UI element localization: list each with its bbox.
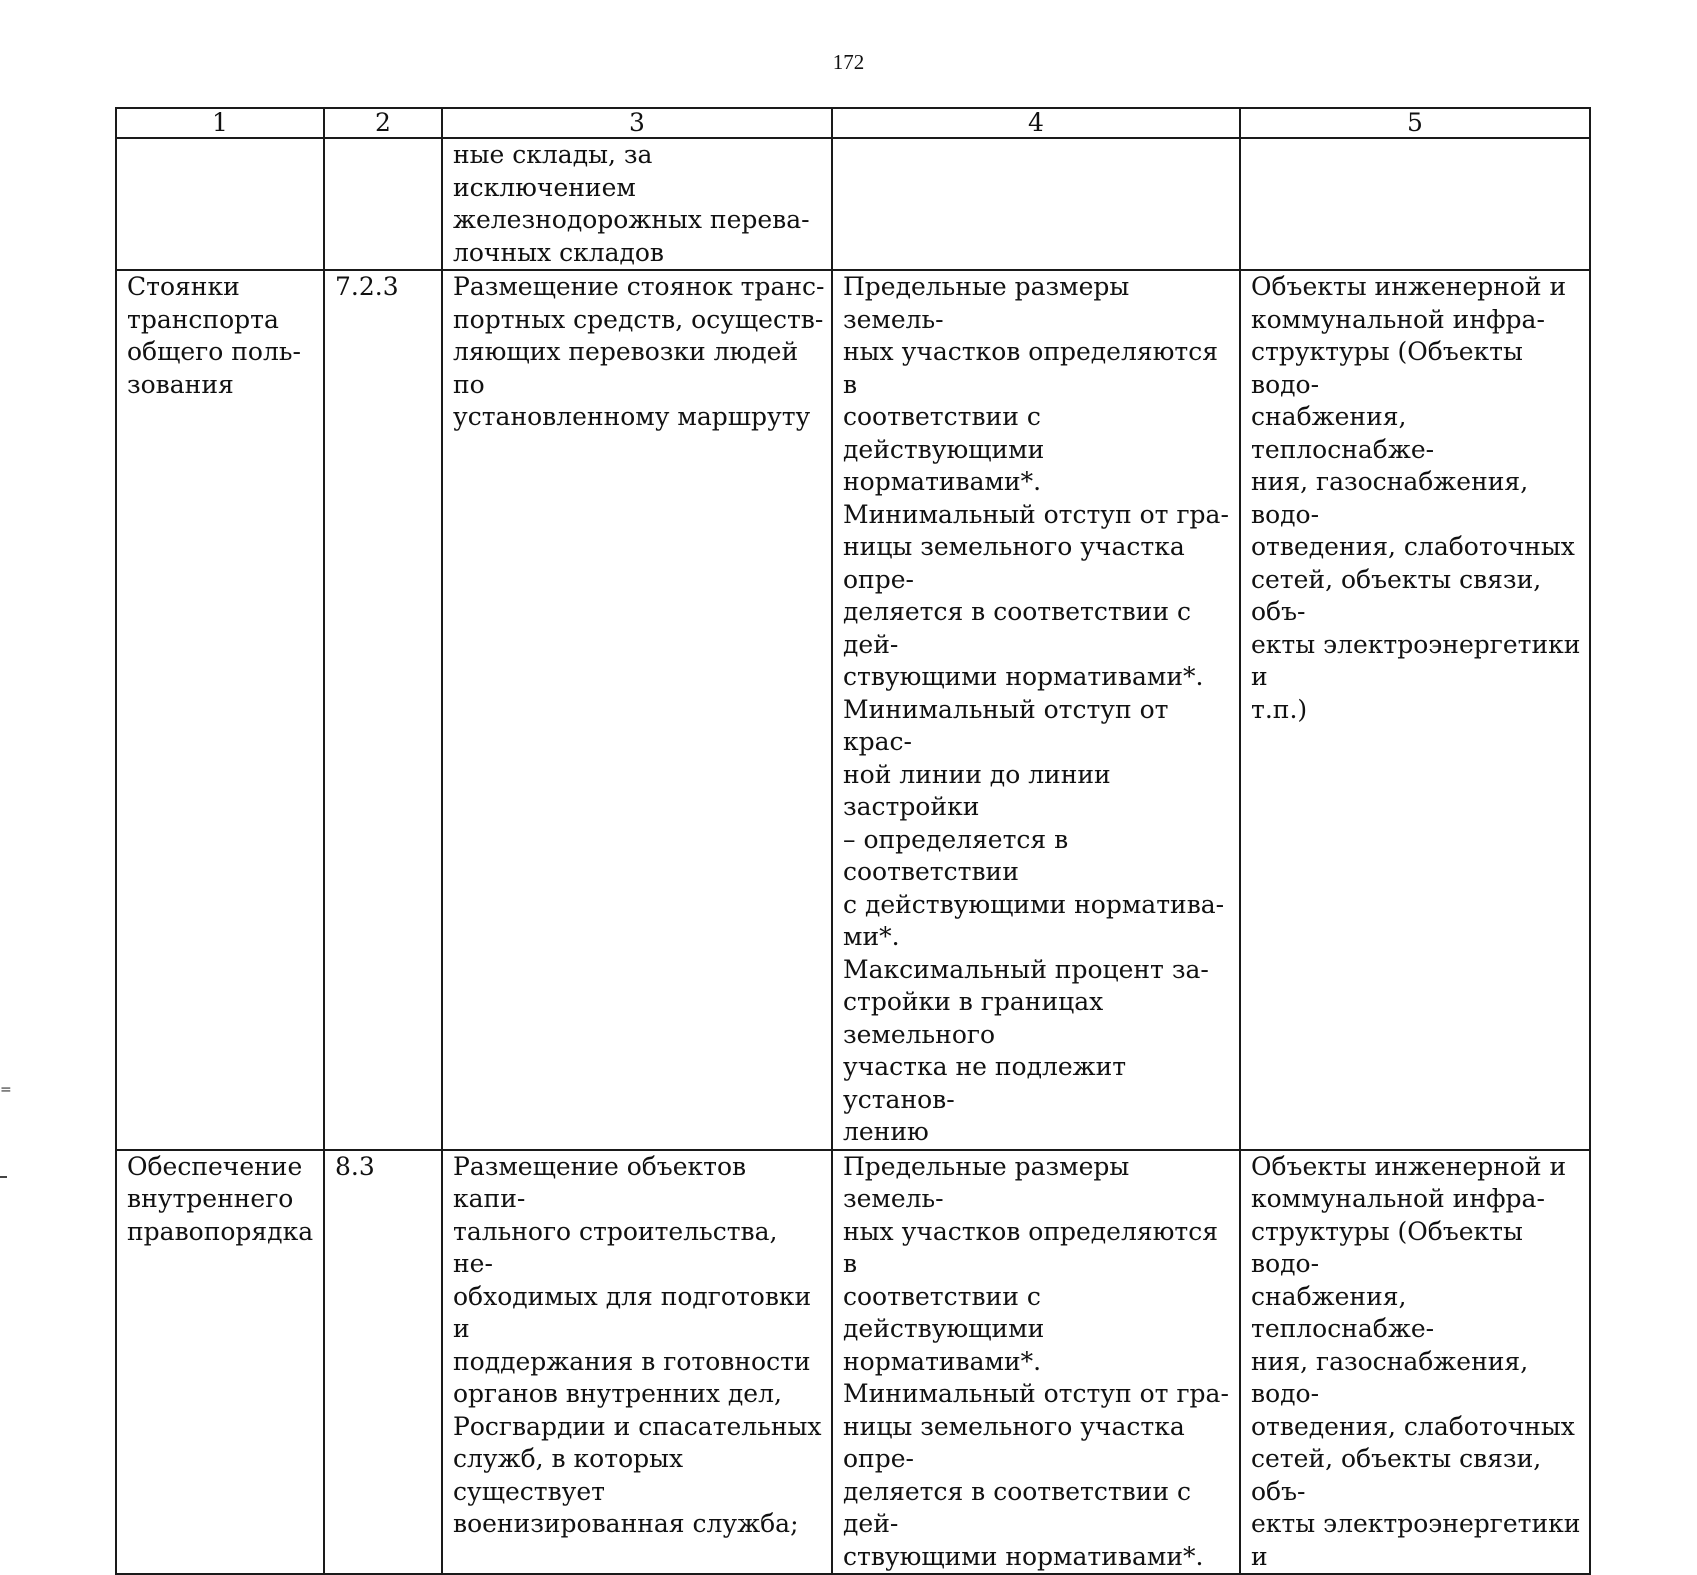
cell-code (324, 1150, 442, 1575)
table-row (116, 1150, 1590, 1575)
cell-use-name (116, 270, 324, 1150)
cell-text: 8.3 (335, 1151, 375, 1181)
cell-description (442, 270, 832, 1150)
header-col-1: 1 (116, 108, 324, 138)
header-col-2: 2 (324, 108, 442, 138)
header-col-4: 4 (832, 108, 1240, 138)
margin-tick (0, 1176, 7, 1178)
cell-auxiliary-uses (1240, 270, 1590, 1150)
page-number: 172 (832, 50, 865, 74)
regulations-table (115, 107, 1591, 1575)
cell-description (442, 138, 832, 270)
cell-text: Размещение объектов капи- тального строительства, не- обходимых для подготовки и поддержания в готовности органов внутренних дел, Росгвардии и спасательных служб, в которых существует военизированная служба; (453, 1151, 822, 1538)
cell-auxiliary-uses (1240, 138, 1590, 270)
table-row (116, 270, 1590, 1150)
cell-text: Стоянки транспорта общего поль- зования (127, 272, 301, 399)
cell-code (324, 270, 442, 1150)
cell-parameters (832, 270, 1240, 1150)
cell-text: Объекты инженерной и коммунальной инфра- структуры (Объекты водо- снабжения, теплоснабже- ния, газоснабжения, водо- отведения, слаботочных сетей, объекты связи, объ- екты электроэнергетики и т.п.) (1251, 272, 1581, 724)
cell-text: 7.2.3 (335, 272, 399, 301)
cell-text: Предельные размеры земель- ных участков определяются в соответствии с действующими нормативами*. Минимальный отступ от гра- ницы земельного участка опре- деляется в соответствии с дей- ствующими нормативами*. Минимальный отступ от крас- ной линии до линии застройки – определяется в соответствии с действующими норматива- ми*. Максимальный процент за- стройки в границах земельного участка не подлежит установ- лению (843, 272, 1229, 1146)
regulations-table-container (115, 107, 1589, 1575)
cell-code (324, 138, 442, 270)
header-col-5: 5 (1240, 108, 1590, 138)
cell-text: Обеспечение внутреннего правопорядка (127, 1151, 314, 1246)
margin-mark: = (0, 1082, 12, 1098)
cell-use-name (116, 1150, 324, 1575)
cell-auxiliary-uses (1240, 1150, 1590, 1575)
header-col-3: 3 (442, 108, 832, 138)
cell-text: Размещение стоянок транс- портных средств, осуществ- ляющих перевозки людей по установленному маршруту (453, 272, 825, 431)
cell-use-name (116, 138, 324, 270)
cell-parameters (832, 1150, 1240, 1575)
table-header-row (116, 108, 1590, 138)
cell-text: ные склады, за исключением железнодорожных перева- лочных складов (453, 140, 810, 267)
cell-parameters (832, 138, 1240, 270)
table-row (116, 138, 1590, 270)
cell-description (442, 1150, 832, 1575)
cell-text: Объекты инженерной и коммунальной инфра- структуры (Объекты водо- снабжения, теплоснабже- ния, газоснабжения, водо- отведения, слаботочных сетей, объекты связи, объ- екты электроэнергетики и (1251, 1151, 1581, 1571)
cell-text: Предельные размеры земель- ных участков определяются в соответствии с действующими нормативами*. Минимальный отступ от гра- ницы земельного участка опре- деляется в соответствии с дей- ствующими нормативами*. (843, 1151, 1229, 1571)
